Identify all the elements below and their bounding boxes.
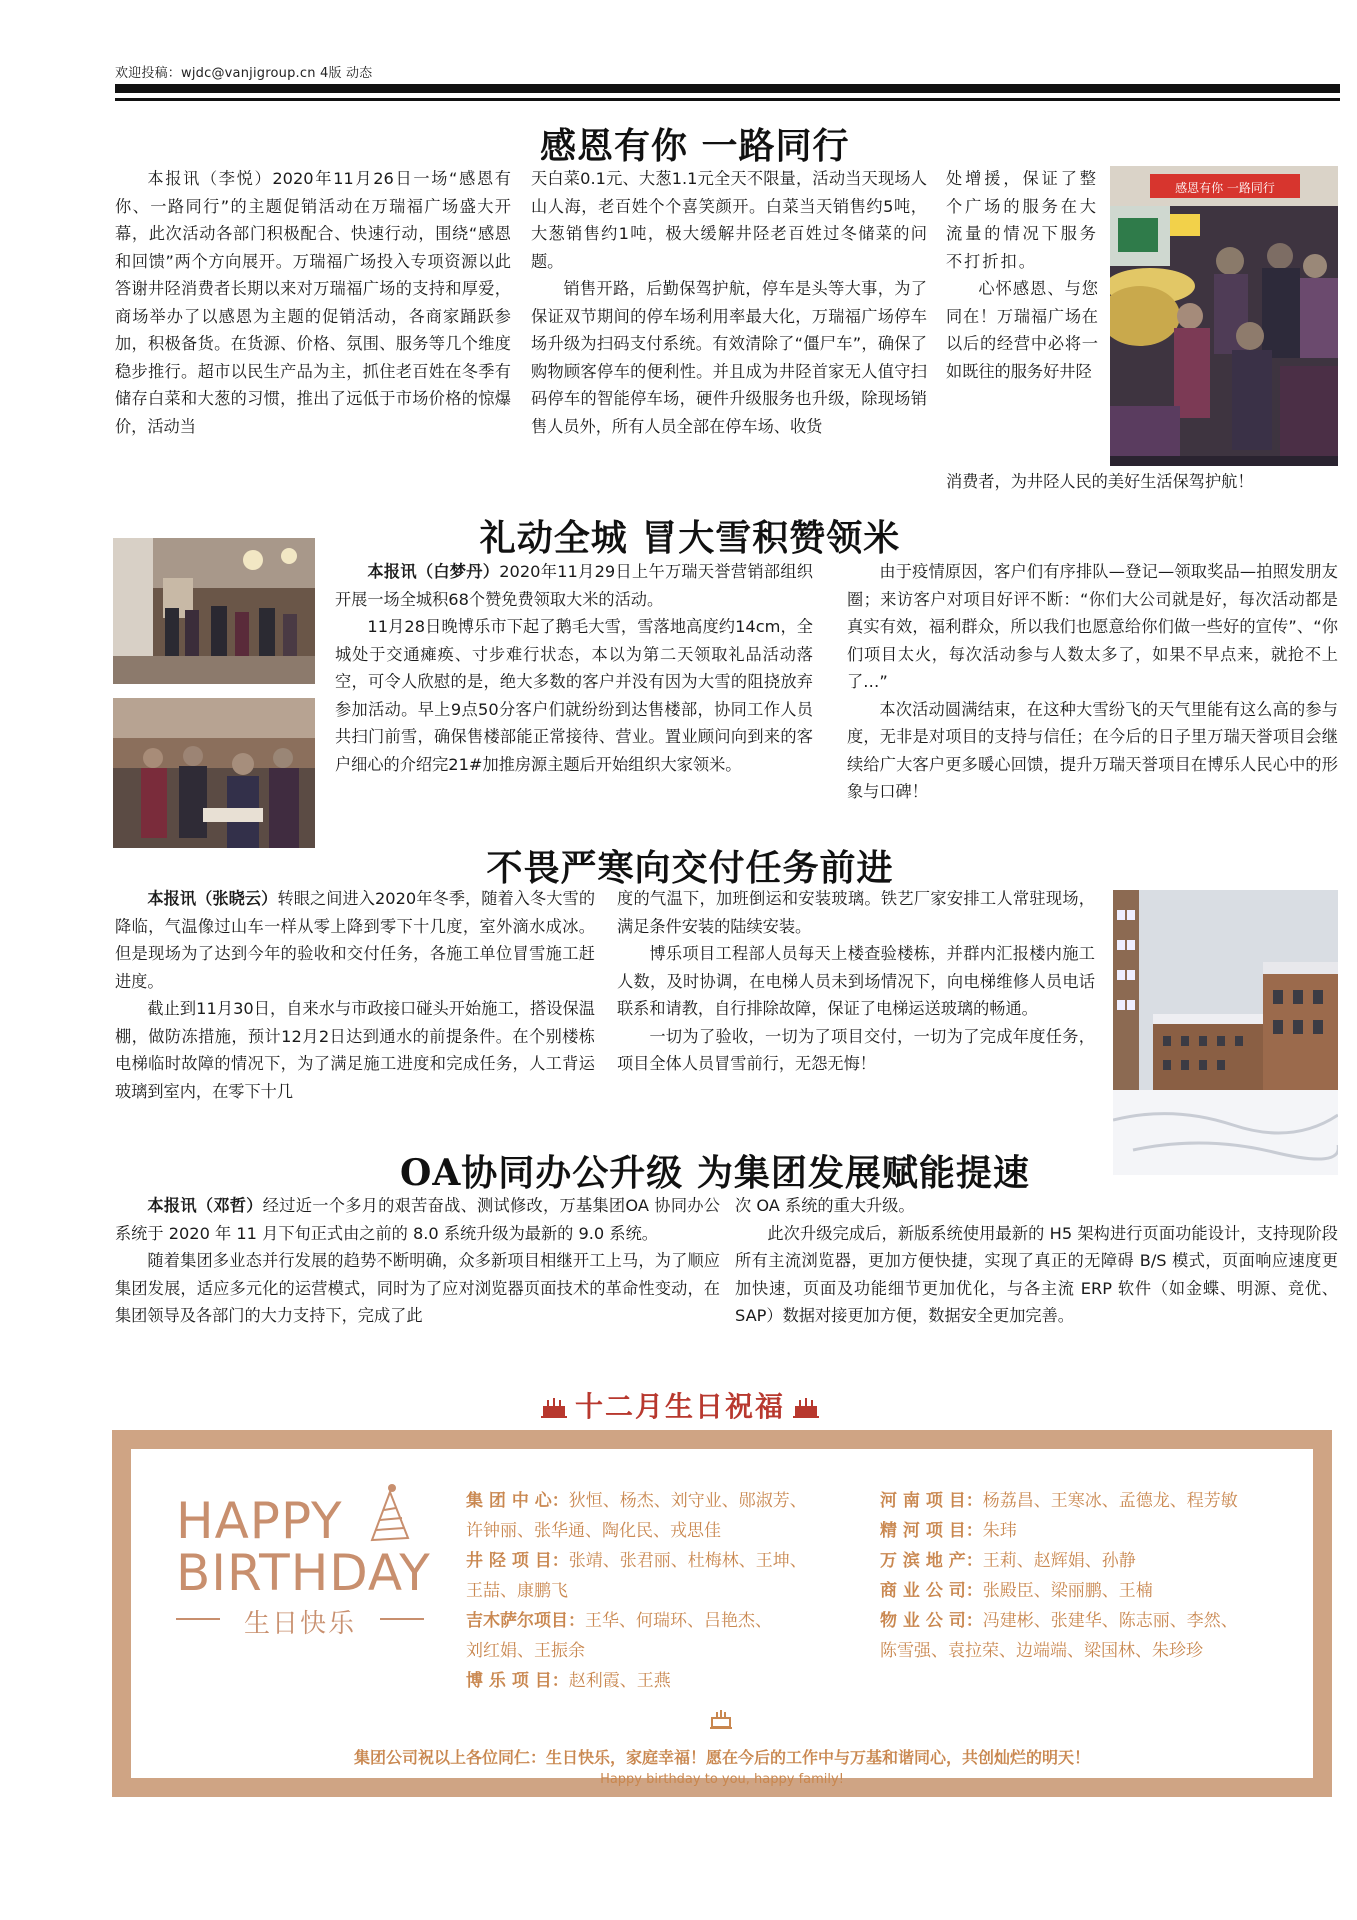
- article2-para3: 由于疫情原因，客户们有序排队—登记—领取奖品—拍照发朋友圈；来访客户对项目好评不断：“你们大公司就是好，每次活动都是真实有效，福利群众，所以我们也愿意给你们做一些好的宣传”、“你们项目太火，每次活动参与人数太多了，如果不早点来，就抢不上了…”: [847, 562, 1338, 691]
- article2-para1: [335, 558, 813, 613]
- birthday-dept-label: 商 业 公 司：: [880, 1581, 983, 1601]
- subtitle-line-right: [380, 1618, 424, 1620]
- article3-title: 不畏严寒向交付任务前进: [486, 847, 894, 889]
- birthday-names: 朱玮: [982, 1521, 1017, 1541]
- birthday-line: [466, 1516, 721, 1546]
- cake-icon-right: [793, 1392, 819, 1425]
- cake-icon-small: [710, 1709, 732, 1733]
- photo-sign: 感恩有你 一路同行: [1175, 181, 1275, 195]
- article4-para1: [115, 1192, 720, 1247]
- article2-para1-text: 2020年11月29日上午万瑞天誉营销部组织开展一场全城积68个赞免费领取大米的活动。: [335, 562, 813, 609]
- birthday-dept-label: 物 业 公 司：: [880, 1611, 983, 1631]
- birthday-line: [880, 1576, 1153, 1606]
- birthday-dept-label: 集 团 中 心：: [466, 1491, 569, 1511]
- construction-snow-photo-art: [1113, 890, 1338, 1175]
- article1-col1-text: 本报讯（李悦）2020年11月26日一场“感恩有你、一路同行”的主题促销活动在万瑞福广场盛大开幕，此次活动各部门积极配合、快速行动，围绕“感恩和回馈”两个方向展开。万瑞福广场投入专项资源以此答谢井陉消费者长期以来对万瑞福广场的支持和厚爱，商场举办了以感恩为主题的促销活动，各商家踊跃参加，积极备货。在货源、价格、氛围、服务等几个维度稳步推行。超市以民生产品为主，抓住老百姓在冬季有储存白菜和大葱的习惯，推出了远低于市场价格的惊爆价，活动当: [115, 169, 511, 436]
- birthday-names: 刘红娟、王振余: [466, 1641, 585, 1661]
- birthday-names: 王莉、赵辉娟、孙静: [982, 1551, 1136, 1571]
- masthead: 欢迎投稿：wjdc@vanjigroup.cn 4版 动态: [115, 66, 373, 81]
- birthday-names: 张靖、张君丽、杜梅林、王坤、: [568, 1551, 807, 1571]
- sales-office-photo-2-art: [113, 698, 315, 848]
- article4-para4: 此次升级完成后，新版系统使用最新的 H5 架构进行页面功能设计，支持现阶段所有主流浏览器，更加方便快捷，实现了真正的无障碍 B/S 模式，页面响应速度更加快速，页面及功能细节更加优化，与各主流 ERP 软件（如金蝶、明源、竞优、SAP）数据对接更加方便，数据安全更加完善。: [735, 1223, 1338, 1325]
- supermarket-photo-art: [1110, 166, 1338, 466]
- article4-para3: 次 OA 系统的重大升级。: [735, 1196, 915, 1215]
- birthday-names: 赵利霞、王燕: [568, 1671, 671, 1691]
- article4-byline: 本报讯（邓哲）: [147, 1196, 263, 1215]
- article4-title: OA协同办公升级 为集团发展赋能提速: [400, 1152, 1030, 1194]
- sales-office-photo-1-art: [113, 538, 315, 684]
- birthday-line: [466, 1666, 671, 1696]
- article1-col2-text-a: 天白菜0.1元、大葱1.1元全天不限量，活动当天现场人山人海，老百姓个个喜笑颜开。白菜当天销售约5吨，大葱销售约1吨，极大缓解井陉老百姓过冬储菜的问题。: [531, 169, 927, 271]
- birthday-dept-label: 河 南 项 目：: [880, 1491, 983, 1511]
- birthday-names: 杨荔昌、王寒冰、孟德龙、程芳敏: [982, 1491, 1238, 1511]
- article4-col1: [115, 1192, 720, 1330]
- article4-para2: 随着集团多业态并行发展的趋势不断明确，众多新项目相继开工上马，为了顺应集团发展，适应多元化的运营模式，同时为了应对浏览器页面技术的革命性变动，在集团领导及各部门的大力支持下，完成了此: [115, 1251, 720, 1325]
- birthday-line: [466, 1486, 807, 1516]
- birthday-dept-label: 井 陉 项 目：: [466, 1551, 569, 1571]
- article2-col1: [335, 558, 813, 778]
- article1-tail-text: 消费者，为井陉人民的美好生活保驾护航！: [946, 472, 1254, 491]
- birthday-line: [880, 1516, 1017, 1546]
- party-hat-icon: [366, 1482, 410, 1548]
- birthday-line: [880, 1636, 1203, 1666]
- article1-tail: [946, 468, 1346, 496]
- article1-col3: [946, 165, 1098, 385]
- article2-para2: 11月28日晚博乐市下起了鹅毛大雪，雪落地高度约14cm，全城处于交通瘫痪、寸步难行状态，本以为第二天领取礼品活动落空，可令人欣慰的是，绝大多数的客户并没有因为大雪的阻挠放弃参加活动。早上9点50分客户们就纷纷到达售楼部，协同工作人员共扫门前雪，确保售楼部能正常接待、营业。置业顾问向到来的客户细心的介绍完21#加推房源主题后开始组织大家领米。: [335, 617, 813, 774]
- article2-title: 礼动全城 冒大雪积赞领米: [479, 517, 901, 559]
- birthday-title-row: [480, 1385, 880, 1425]
- article2-byline: 本报讯（白梦丹）: [367, 562, 500, 581]
- birthday-wish-en: Happy birthday to you, happy family!: [600, 1772, 844, 1787]
- article1-col2: [531, 165, 927, 440]
- article3-byline: 本报讯（张晓云）: [147, 889, 278, 908]
- birthday-names: 陈雪强、袁拉荣、边端端、梁国林、朱珍珍: [880, 1641, 1203, 1661]
- birthday-names: 冯建彬、张建华、陈志丽、李然、: [982, 1611, 1238, 1631]
- article4-para1-text: 经过近一个多月的艰苦奋战、测试修改，万基集团OA 协同办公系统于 2020 年 11 月下旬正式由之前的 8.0 系统升级为最新的 9.0 系统。: [115, 1196, 720, 1243]
- birthday-list-right: [880, 1486, 1320, 1706]
- birthday-subtitle: 生日快乐: [243, 1609, 356, 1639]
- birthday-line: [466, 1576, 568, 1606]
- birthday-line: [466, 1606, 772, 1636]
- birthday-line: [880, 1606, 1238, 1636]
- birthday-dept-label: 精 河 项 目：: [880, 1521, 983, 1541]
- birthday-names: 狄恒、杨杰、刘守业、郧淑芳、: [568, 1491, 807, 1511]
- article3-para4: 博乐项目工程部人员每天上楼查验楼栋，并群内汇报楼内施工人数，及时协调，在电梯人员未到场情况下，向电梯维修人员电话联系和请教，自行排除故障，保证了电梯运送玻璃的畅通。: [617, 944, 1095, 1018]
- birthday-line: [880, 1546, 1136, 1576]
- birthday-word: BIRTHDAY: [176, 1544, 431, 1602]
- article3-para2: 截止到11月30日，自来水与市政接口碰头开始施工，搭设保温棚，做防冻措施，预计12月2日达到通水的前提条件。在个别楼栋电梯临时故障的情况下，为了满足施工进度和完成任务，人工背运玻璃到室内，在零下十几: [115, 999, 595, 1101]
- birthday-names: 王喆、康鹏飞: [466, 1581, 568, 1601]
- birthday-subtitle-row: [176, 1603, 424, 1639]
- cake-icon-left: [541, 1392, 567, 1425]
- birthday-names: 许钟丽、张华通、陶化民、戎思佳: [466, 1521, 721, 1541]
- construction-snow-photo: [1113, 890, 1338, 1175]
- article3-para1: [115, 885, 595, 995]
- article1-title: 感恩有你 一路同行: [540, 125, 850, 167]
- birthday-wish: 集团公司祝以上各位同仁：生日快乐，家庭幸福！愿在今后的工作中与万基和谐同心，共创灿烂的明天！: [353, 1748, 1090, 1767]
- sales-office-photo-2: [113, 698, 315, 848]
- sales-office-photo-1: [113, 538, 315, 684]
- header-rule: [115, 84, 1340, 93]
- article3-para3: 度的气温下，加班倒运和安装玻璃。铁艺厂家安排工人常驻现场，满足条件安装的陆续安装。: [617, 889, 1095, 936]
- article3-para1-text: 转眼之间进入2020年冬季，随着入冬大雪的降临，气温像过山车一样从零上降到零下十几度，室外滴水成冰。但是现场为了达到今年的验收和交付任务，各施工单位冒雪施工赶进度。: [115, 889, 596, 991]
- birthday-title: 十二月生日祝福: [574, 1390, 785, 1423]
- header-rule-thin: [115, 98, 1340, 101]
- birthday-names: 张殿臣、梁丽鹏、王楠: [982, 1581, 1153, 1601]
- birthday-dept-label: 万 滨 地 产：: [880, 1551, 983, 1571]
- birthday-line: [880, 1486, 1238, 1516]
- subtitle-line-left: [176, 1618, 220, 1620]
- article1-col3-text-b: 心怀感恩、与您同在！万瑞福广场在以后的经营中必将一如既往的服务好井陉: [946, 279, 1098, 381]
- birthday-dept-label: 博 乐 项 目：: [466, 1671, 569, 1691]
- article3-col2: [617, 885, 1095, 1078]
- article1-col1: [115, 165, 511, 440]
- happy-word: HAPPY: [176, 1492, 343, 1550]
- birthday-line: [466, 1636, 585, 1666]
- article3-para5: 一切为了验收，一切为了项目交付，一切为了完成年度任务，项目全体人员冒雪前行，无怨无悔！: [617, 1026, 1095, 1073]
- supermarket-photo: [1110, 166, 1338, 466]
- birthday-line: [466, 1546, 807, 1576]
- article1-col3-text-a: 处增援，保证了整个广场的服务在大流量的情况下服务不打折扣。: [946, 169, 1098, 271]
- birthday-list-left: [466, 1486, 866, 1706]
- birthday-dept-label: 吉木萨尔项目：: [466, 1611, 585, 1631]
- article1-col2-text-b: 销售开路，后勤保驾护航，停车是头等大事，为了保证双节期间的停车场利用率最大化，万瑞福广场停车场升级为扫码支付系统。有效清除了“僵尸车”，确保了购物顾客停车的便利性。并且成为井陉首家无人值守扫码停车的智能停车场，硬件升级服务也升级，除现场销售人员外，所有人员全部在停车场、收货: [531, 279, 927, 436]
- birthday-names: 王华、何瑞环、吕艳杰、: [585, 1611, 772, 1631]
- article3-col1: [115, 885, 595, 1105]
- article2-col2: [847, 558, 1338, 806]
- article2-para4: 本次活动圆满结束，在这种大雪纷飞的天气里能有这么高的参与度，无非是对项目的支持与信任；在今后的日子里万瑞天誉项目会继续给广大客户更多暖心回馈，提升万瑞天誉项目在博乐人民心中的形象与口碑！: [847, 699, 1338, 801]
- article4-col2: [735, 1192, 1338, 1330]
